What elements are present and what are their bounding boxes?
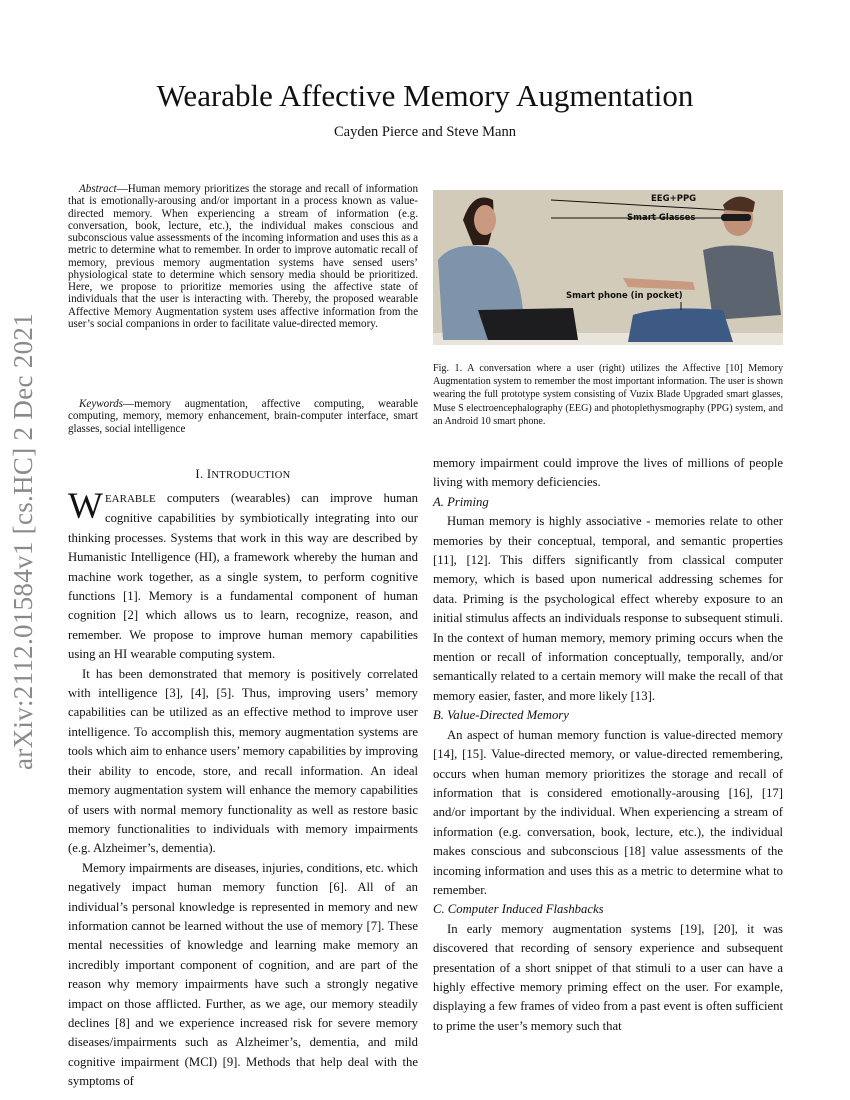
- subsection-heading-value-directed: B. Value-Directed Memory: [433, 708, 569, 723]
- subsection-text-priming: Human memory is highly associative - memories relate to other memories by their conceptual, temporal, and semantic properties [11], [12]. This differs significantly from classical computer memory, which is based upon numerical addressing schemes for data. Priming is the psychological effect whereby exposure to an initial stimulus affects an individuals response to subsequent stimuli. In the context of human memory, memory priming occurs when the mention or recall of information conceptually, temporally, and/or semantically related to a certain memory will make the recall of that memory easier, faster, and more likely [13].: [433, 514, 783, 703]
- drop-cap: W: [68, 486, 103, 527]
- arxiv-stamp: arXiv:2112.01584v1 [cs.HC] 2 Dec 2021: [8, 312, 38, 770]
- left-column-body: [68, 486, 418, 1092]
- subsection-heading-flashbacks: C. Computer Induced Flashbacks: [433, 902, 604, 917]
- section-number: I.: [195, 467, 207, 481]
- intro-text-1: computers (wearables) can improve human cognitive capabilities by symbiotically integrating into our thinking processes. Systems that work in this way are described by Humanistic Intelligence (HI), a framework whereby the human and machine work together, as a single system, to perform cognitive functions [1]. Memory is a fundamental component of human cognition [2] which allows us to learn, recognize, reason, and remember. We propose to improve human memory capabilities using an HI wearable computing system.: [68, 491, 418, 662]
- keywords: [68, 398, 418, 435]
- figure-1-photo: [433, 190, 783, 345]
- intro-paragraph-1: [68, 486, 418, 665]
- subsection-text-flashbacks: In early memory augmentation systems [19], [20], it was discovered that recording of sensory experience and subsequent presentation of a short snippet of that stimuli to a user can have a highly effective memory priming effect on the user. For example, displaying a few frames of video from a past event is often sufficient to prime the user’s memory such that: [433, 921, 783, 1033]
- figure-label-eeg-ppg: EEG+PPG: [651, 194, 697, 204]
- section-heading-introduction: [68, 467, 418, 482]
- right-column-body: [433, 454, 783, 1036]
- abstract: [68, 183, 418, 330]
- intro-paragraph-3: Memory impairments are diseases, injuries, conditions, etc. which negatively impact human memory function [6]. All of an individual’s personal knowledge is represented in memory and new information cannot be learned without the use of memory [7]. These mental necessities of knowledge and learning make memory an incredibly important component of cognition, and are part of the reason why memory impairments have such a strongly negative impact on those afflicted. Further, as we age, our memory steadily declines [8] and we experience increased risk for severe memory diseases/impairments such as Alzheimer’s, dementia, and mild cognitive impairment (MCI) [9]. Methods that help deal with the symptoms of: [68, 860, 418, 1089]
- abstract-label: Abstract: [79, 183, 117, 195]
- subsection-heading-priming: A. Priming: [433, 494, 489, 509]
- paper-title: Wearable Affective Memory Augmentation: [156, 78, 694, 113]
- paper-authors: Cayden Pierce and Steve Mann: [333, 124, 516, 140]
- subsection-text-value-directed: An aspect of human memory function is value-directed memory [14], [15]. Value-directed memory, or value-directed remembering, occurs when human memory prioritizes the storage and recall of information that is considered emotionally-arousing [16], [17] and/or important by the individual. When experiencing a stream of information (e.g. conversation, book, lecture, etc.), the individual makes conscious and subconscious [18] value assessments of the incoming information and uses this as a metric to determine what to remember.: [433, 727, 783, 897]
- section-title-first: I: [206, 467, 212, 481]
- intro-paragraph-2: It has been demonstrated that memory is positively correlated with intelligence [3], [4], [5]. Thus, improving users’ memory capabilities can be utilized as an effective method to improve user intelligence. To accomplish this, memory augmentation systems are tools which aim to enhance users’ memory capabilities by improving their ability to encode, store, and recall information. An ideal memory augmentation system will enhance the memory capabilities of users with normal memory functionality as well as restore basic memory functionalities to individuals with memory impairments (e.g. Alzheimer’s, dementia).: [68, 666, 418, 856]
- keywords-label: Keywords: [79, 398, 123, 410]
- keywords-text: —memory augmentation, affective computing, wearable computing, memory, memory enhancement, brain-computer interface, smart glasses, social intelligence: [68, 398, 418, 435]
- intro-lead-word: EARABLE: [104, 493, 156, 505]
- figure-label-smart-glasses: Smart Glasses: [627, 213, 696, 223]
- abstract-text: —Human memory prioritizes the storage and recall of information that is emotionally-arousing and/or important in a process known as value-directed memory. When experiencing a stream of information (e.g. conversation, book, lecture, etc.), the individual makes conscious and subconscious value assessments of the incoming information and uses this as a metric to determine what to remember. In order to improve automatic recall of memory, previous memory augmentation systems have sensed users’ physiological state to determine which sensory media should be prioritized. Here, we propose to prioritize memories using the affective state of individuals that the user is interacting with. Thereby, the proposed wearable Affective Memory Augmentation system uses affective information from the user’s social companions in order to facilitate value-directed memory.: [68, 183, 418, 330]
- intro-paragraph-3-continued: memory impairment could improve the lives of millions of people living with memory deficiencies.: [433, 456, 783, 490]
- section-title-rest: NTRODUCTION: [211, 470, 291, 481]
- conversation-photo: [433, 190, 783, 345]
- figure-label-smart-phone: Smart phone (in pocket): [566, 291, 683, 301]
- figure-caption: Fig. 1. A conversation where a user (right) utilizes the Affective [10] Memory Augmentation system to remember the most important information. The user is shown wearing the full prototype system consisting of Vuzix Blade Upgraded smart glasses, Muse S electroencephalography (EEG) and photoplethysmography (PPG) system, and an Android 10 smart phone.: [433, 363, 783, 427]
